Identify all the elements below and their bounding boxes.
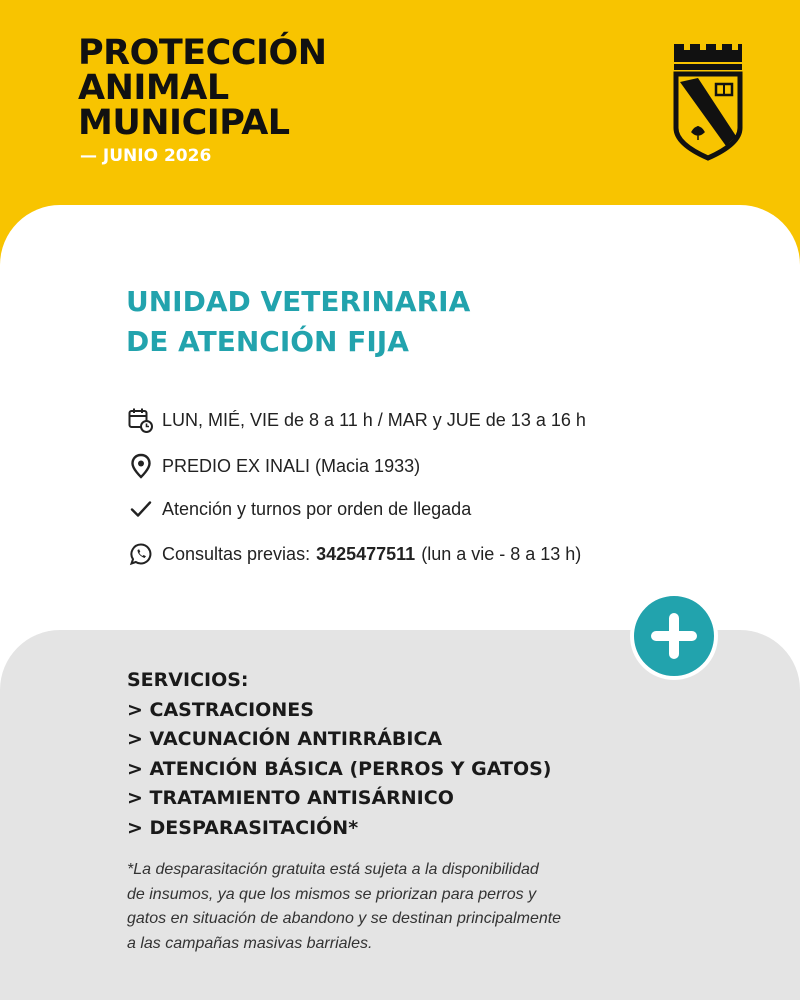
- unit-title: [126, 282, 470, 362]
- location-pin-icon: [128, 453, 154, 479]
- plus-button[interactable]: [630, 592, 718, 680]
- schedule-row: [128, 405, 586, 435]
- service-item: > CASTRACIONES: [127, 698, 314, 721]
- municipal-crest-icon: [668, 40, 748, 162]
- title-line-2: ANIMAL: [78, 68, 229, 108]
- contact-row: [128, 539, 581, 569]
- checkmark-icon: [128, 496, 154, 522]
- footnote-line: *La desparasitación gratuita está sujeta a la disponibilidad: [127, 861, 539, 878]
- contact-prefix: Consultas previas:: [162, 543, 311, 564]
- whatsapp-icon: [128, 541, 154, 567]
- footnote: [127, 858, 687, 956]
- title-line-3: MUNICIPAL: [78, 103, 290, 143]
- footnote-line: gatos en situación de abandono y se destinan principalmente: [127, 910, 562, 927]
- service-item: > TRATAMIENTO ANTISÁRNICO: [127, 787, 454, 809]
- attention-row: [128, 494, 471, 524]
- contact-phone[interactable]: 3425477511: [316, 543, 416, 564]
- contact-hours: (lun a vie - 8 a 13 h): [421, 543, 582, 564]
- location-text: PREDIO EX INALI (Macia 1933): [162, 455, 421, 476]
- unit-title-line-2: DE ATENCIÓN FIJA: [126, 325, 409, 358]
- date-subtitle: — JUNIO 2026: [80, 146, 212, 166]
- service-item: > VACUNACIÓN ANTIRRÁBICA: [127, 728, 443, 750]
- service-item: > DESPARASITACIÓN*: [127, 816, 359, 839]
- services-heading: SERVICIOS:: [127, 669, 249, 691]
- schedule-text: LUN, MIÉ, VIE de 8 a 11 h / MAR y JUE de 13 a 16 h: [162, 409, 586, 430]
- location-row: [128, 451, 420, 481]
- calendar-clock-icon: [128, 407, 154, 433]
- unit-title-line-1: UNIDAD VETERINARIA: [126, 285, 471, 318]
- service-item: > ATENCIÓN BÁSICA (PERROS Y GATOS): [127, 757, 552, 780]
- page-title: [78, 33, 327, 143]
- footnote-line: a las campañas masivas barriales.: [127, 934, 373, 952]
- plus-icon: [634, 596, 714, 676]
- title-line-1: PROTECCIÓN: [78, 33, 327, 73]
- services-list: [127, 666, 551, 843]
- footnote-line: de insumos, ya que los mismos se priorizan para perros y: [127, 885, 537, 903]
- attention-text: Atención y turnos por orden de llegada: [162, 498, 472, 519]
